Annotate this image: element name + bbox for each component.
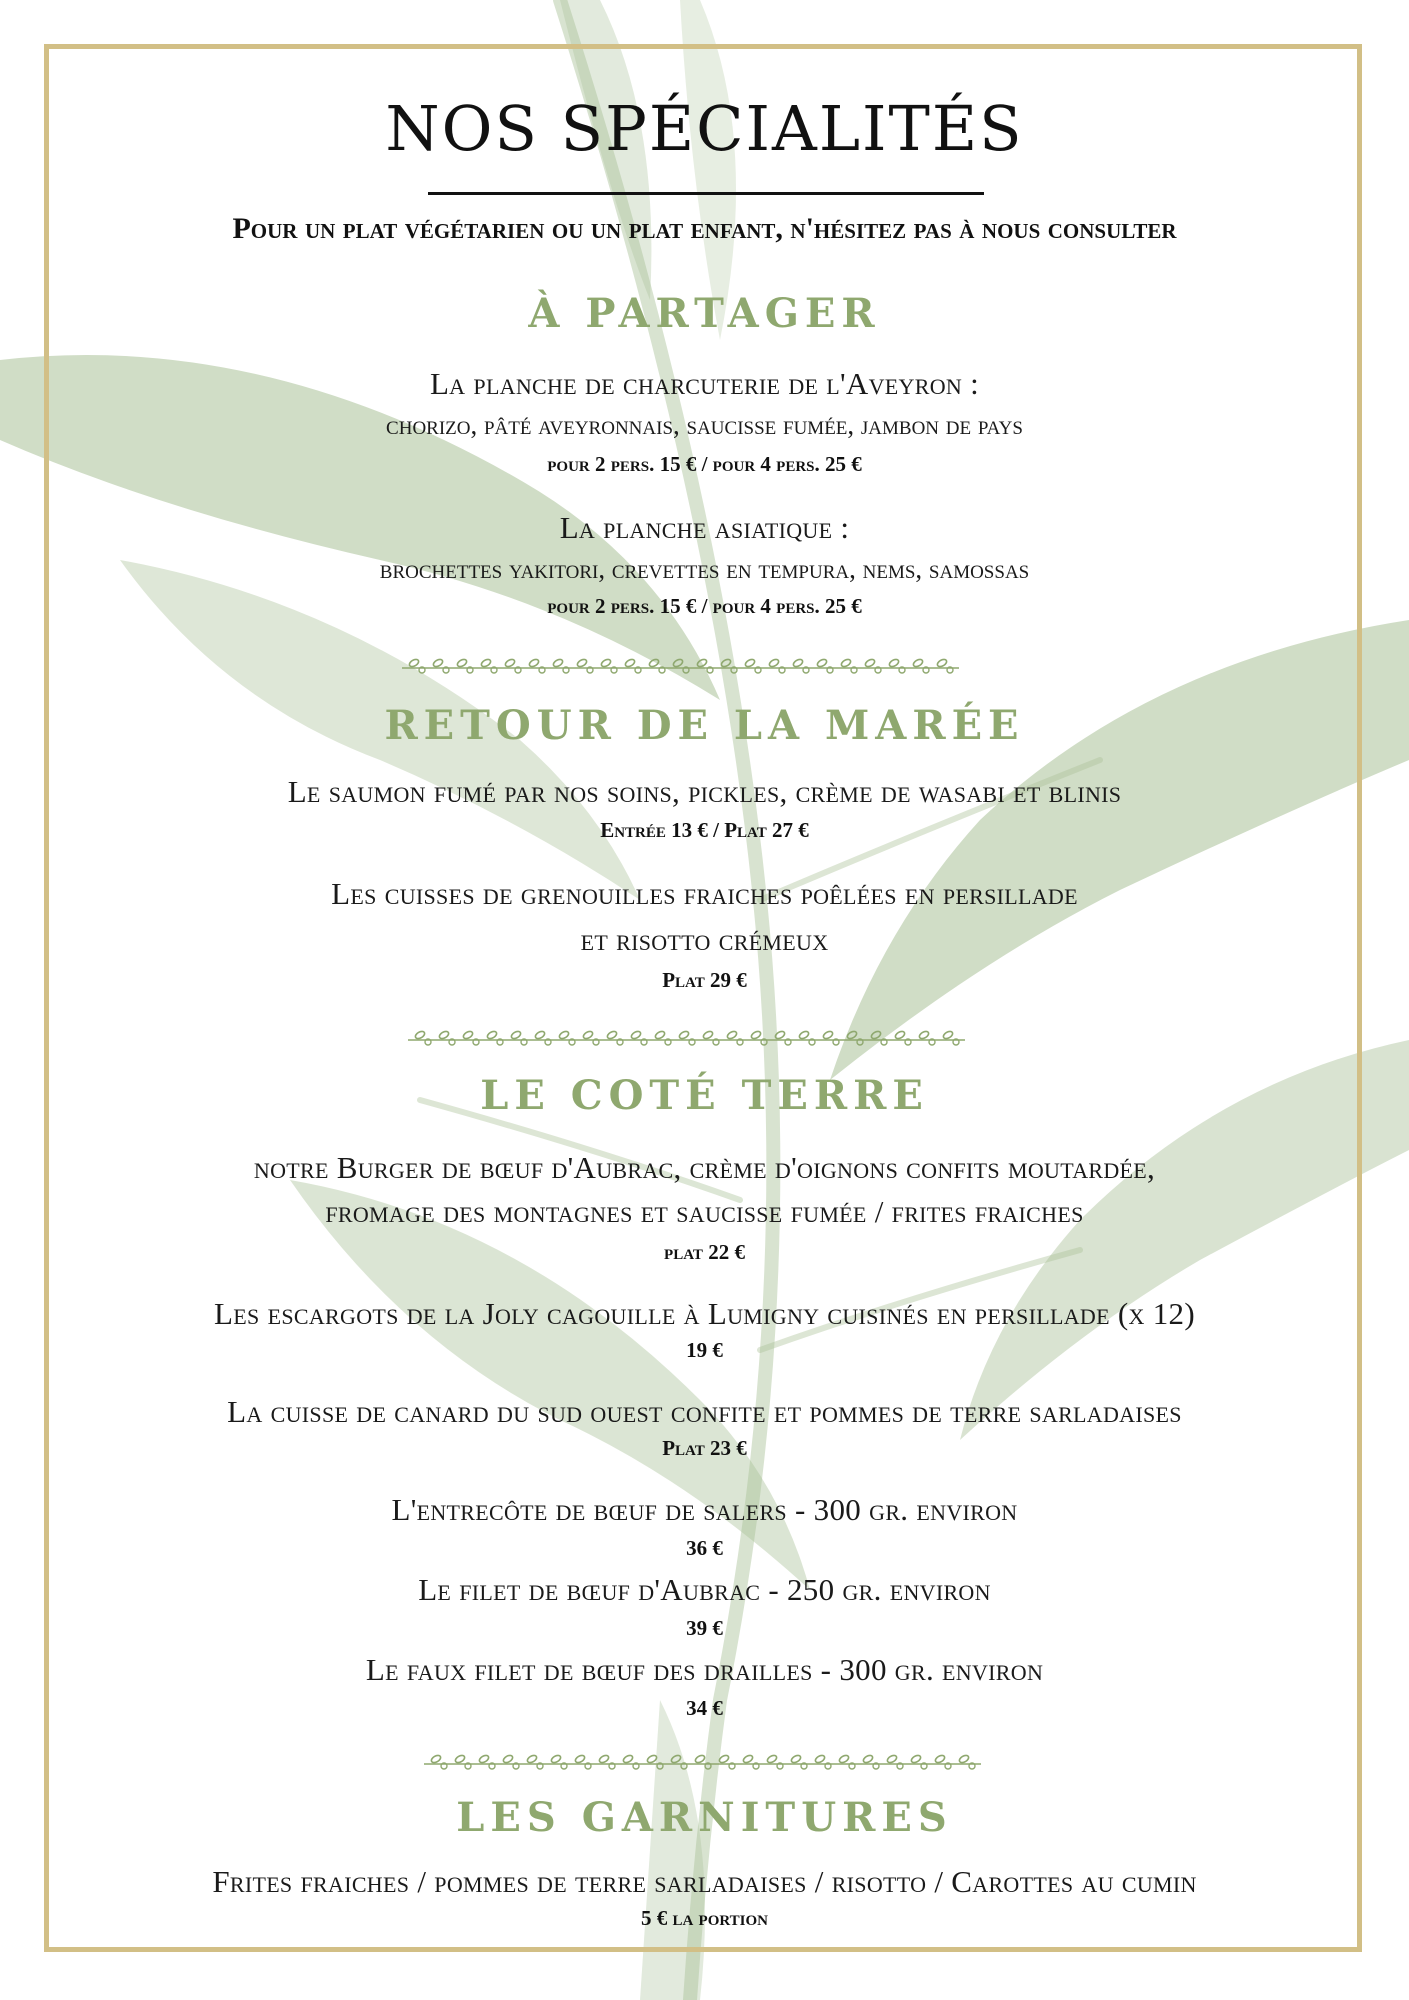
section-heading-garnitures: LES GARNITURES [456,1794,953,1841]
dish-price: pour 2 pers. 15 € / pour 4 pers. 25 € [547,452,862,476]
leaf-vine-divider-icon [398,656,963,678]
dish-price: 5 € la portion [640,1906,769,1930]
dish-price: Plat 29 € [662,968,747,992]
dish-name: La planche de charcuterie de l'Aveyron : [429,366,980,401]
section-heading-maree: RETOUR DE LA MARÉE [384,702,1025,749]
dish-name: La planche asiatique : [559,510,850,545]
leaf-vine-divider-icon [404,1028,969,1050]
dish-price: 19 € [686,1338,723,1362]
dish-price: Plat 23 € [662,1436,747,1460]
dish-name: fromage des montagnes et saucisse fumée / frites fraiches [325,1194,1084,1229]
page-title: NOS SPÉCIALITÉS [385,92,1024,165]
dish-name: Le filet de bœuf d'Aubrac - 250 gr. environ [418,1572,991,1607]
leaf-vine-divider-icon [420,1752,985,1774]
dish-price: 39 € [686,1616,723,1640]
dish-price: Entrée 13 € / Plat 27 € [600,818,809,842]
section-heading-terre: LE COTÉ TERRE [480,1072,929,1119]
dish-name: Les cuisses de grenouilles fraiches poêlées en persillade [331,876,1078,911]
dish-price: pour 2 pers. 15 € / pour 4 pers. 25 € [547,594,862,618]
dish-price: 34 € [686,1696,723,1720]
title-underline [428,192,984,195]
dish-name: notre Burger de bœuf d'Aubrac, crème d'oignons confits moutardée, [253,1150,1156,1185]
dish-name: La cuisse de canard du sud ouest confite et pommes de terre sarladaises [227,1394,1182,1429]
dish-name: et risotto crémeux [580,922,829,957]
dish-detail: brochettes yakitori, crevettes en tempura, nems, samossas [379,554,1030,584]
dish-name: Le faux filet de bœuf des drailles - 300 gr. environ [365,1652,1044,1687]
dish-name: Les escargots de la Joly cagouille à Lumigny cuisinés en persillade (x 12) [214,1296,1195,1331]
vegetarian-note: Pour un plat végétarien ou un plat enfant, n'hésitez pas à nous consulter [232,212,1177,245]
dish-price: 36 € [686,1536,723,1560]
dish-name: Le saumon fumé par nos soins, pickles, crème de wasabi et blinis [287,774,1122,809]
dish-name: L'entrecôte de bœuf de salers - 300 gr. environ [391,1492,1018,1527]
dish-price: plat 22 € [664,1240,745,1264]
dish-name: Frites fraiches / pommes de terre sarladaises / risotto / Carottes au cumin [212,1864,1197,1899]
section-heading-partager: À PARTAGER [528,290,881,337]
dish-detail: chorizo, pâté aveyronnais, saucisse fumée, jambon de pays [386,410,1023,440]
